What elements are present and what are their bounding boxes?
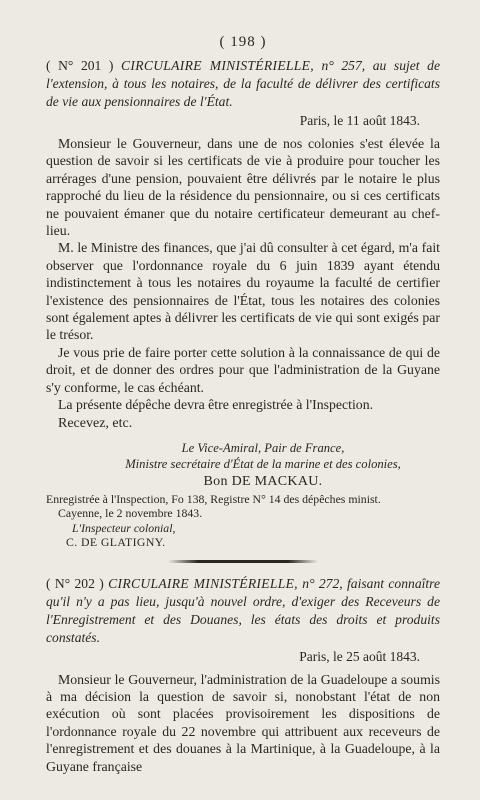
circular-201-heading (46, 57, 440, 111)
section-divider (168, 560, 318, 563)
circular-202-number: ( N° 202 ) (46, 575, 104, 591)
circular-202-subject: n° 272, faisant connaître qu'il n'y a pas lieu, jusqu'à nouvel ordre, d'exiger des Receveurs de l'Enregistrement et des Douanes, les états des droits et produits constatés. (46, 575, 440, 645)
inspector-name: C. DE GLATIGNY. (66, 535, 166, 549)
circular-201-date: Paris, le 11 août 1843. (299, 113, 420, 128)
circular-201-title: CIRCULAIRE MINISTÉRIELLE, (121, 58, 314, 73)
registration-line: Enregistrée à l'Inspection, Fo 138, Registre N° 14 des dépêches minist. (46, 491, 381, 506)
circular-202-paragraph-1: Monsieur le Gouverneur, l'administration de la Guadeloupe a soumis à ma décision la question de savoir si, nonobstant l'état de non exécution où sont placées provisoirement les dispositions de l'ordonnance royale du 22 novembre qui attribuent aux receveurs de l'enregistrement et des douanes à la Martinique, à la Guadeloupe, à la Guyane française (46, 671, 440, 774)
circular-201-closing: Recevez, etc. (58, 415, 133, 431)
circular-201-paragraph-3: Je vous prie de faire porter cette solution à la connaissance de qui de droit, et de donner des ordres pour que l'administration de la Guyane s'y conforme, le cas échéant. (46, 344, 440, 395)
signature-title-1: Le Vice-Amiral, Pair de France, (181, 440, 345, 455)
circular-201-subject: n° 257, au sujet de l'extension, à tous les notaires, de la faculté de délivrer des certificats de vie aux pensionnaires de l'État. (46, 58, 440, 109)
circular-201-paragraph-1: Monsieur le Gouverneur, dans une de nos colonies s'est élevée la question de savoir si les certificats de vie à produire pour toucher les arrérages d'une pension, pouvaient être délivrés par le notaire le plus rapproché du lieu de la résidence du pensionnaire, ou si ces certificats ne pouvaient émaner que du notaire certificateur demeurant au chef-lieu. (46, 136, 440, 239)
inspector-title: L'Inspecteur colonial, (72, 520, 176, 535)
registration-date: Cayenne, le 2 novembre 1843. (58, 506, 203, 520)
signature-name: Bon DE MACKAU. (203, 473, 323, 489)
circular-202-title: CIRCULAIRE MINISTÉRIELLE, (108, 575, 298, 591)
page-number: ( 198 ) (219, 34, 267, 50)
circular-201-paragraph-2: M. le Ministre des finances, que j'ai dû consulter à cet égard, m'a fait observer que l'ordonnance royale du 6 juin 1839 ayant étendu indistinctement à tous les notaires du royaume la faculté de certifier l'existence des pensionnaires de l'État, tous les notaires des colonies sont également aptes à délivrer les certificats de vie qui sont exigés par le trésor. (46, 240, 440, 343)
circular-202-heading (46, 575, 440, 647)
circular-201-number: ( N° 201 ) (46, 58, 114, 73)
circular-202-date: Paris, le 25 août 1843. (299, 648, 420, 664)
signature-title-2: Ministre secrétaire d'État de la marine et des colonies, (125, 456, 401, 471)
circular-201-paragraph-4: La présente dépêche devra être enregistrée à l'Inspection. (58, 397, 374, 413)
